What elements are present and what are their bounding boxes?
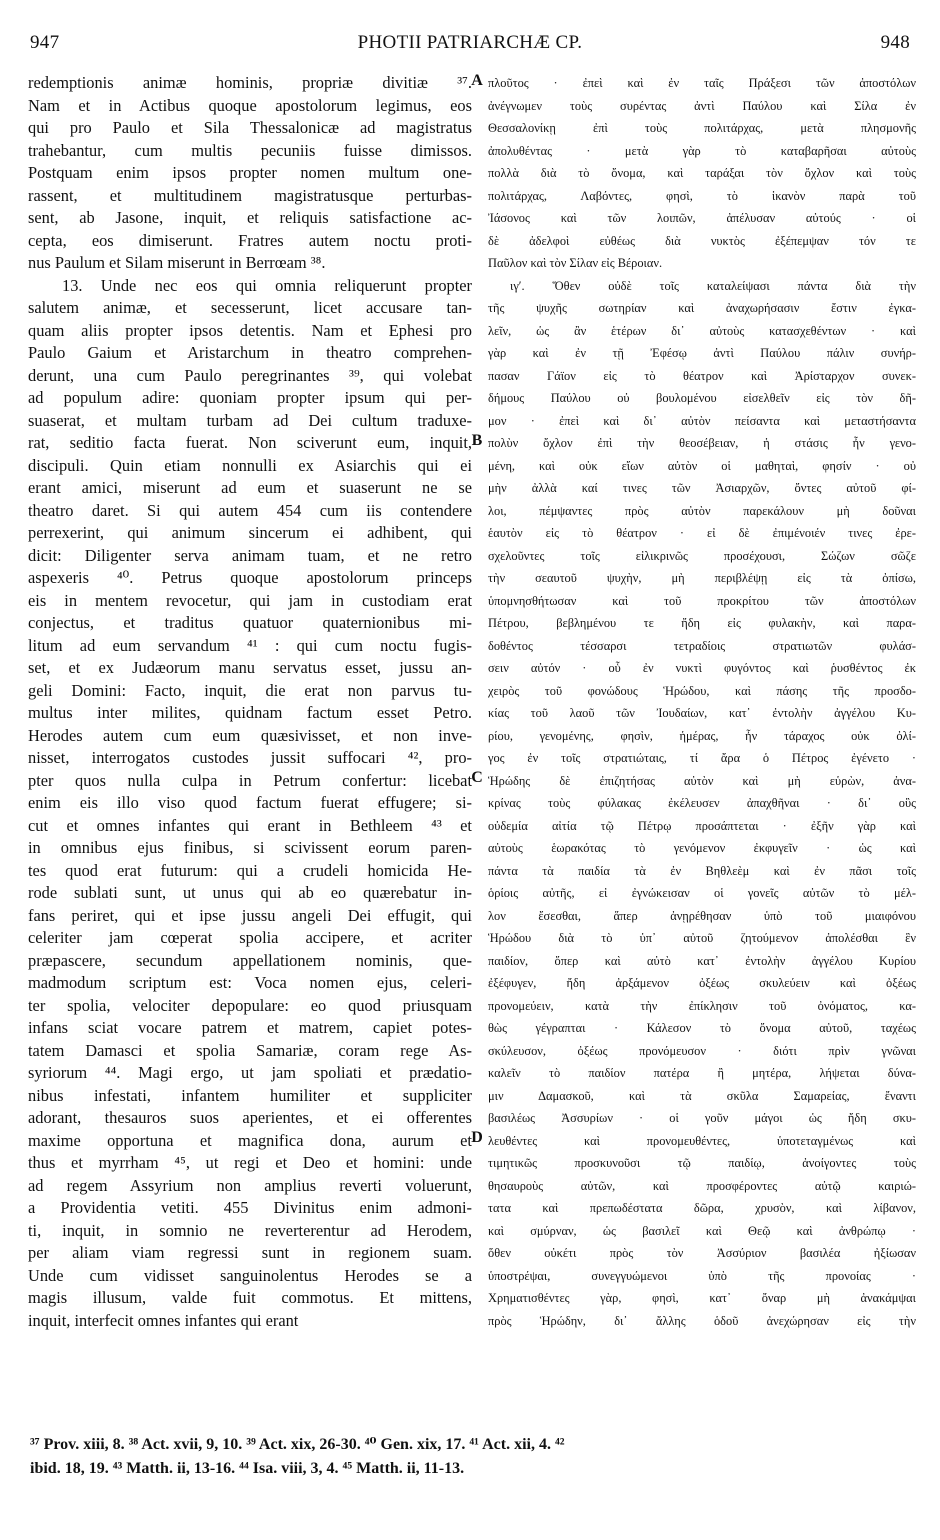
text-line: Χρηματισθέντες γὰρ, φησὶ, κατ᾽ ὄναρ μὴ ἀνακάμψαι [488,1291,916,1305]
text-line: πασαν Γάϊον εἰς τὸ θέατρον καὶ Ἀρίσταρχον συνεκ- [488,368,916,383]
text-line: Ἰάσονος καὶ τῶν λοιπῶν, ἀπέλυσαν αὐτούς · οἱ [488,211,916,225]
text-line: adorant, thesauros suos aperientes, et ei offerentes [28,1108,472,1127]
text-line: erant amici, miserunt ad eum et suaserunt ne se [28,478,472,497]
text-line: προνομεύειν, κατὰ τὴν ἐπίκλησιν τοῦ ὀνόματος, κα- [488,998,916,1013]
text-line: rat, seditio facta fuerat. Non sciverunt eum, inquit, [28,433,472,452]
text-line: magis illusum, valde fuit commotus. Et mittens, [28,1288,472,1307]
text-line: πολλὰ διὰ τὸ ὄνομα, καὶ ταράξαι τὸν ὄχλον καὶ τοὺς [488,166,916,180]
text-line: σχελοῦντες τοῖς εἰλικρινῶς προσέχουσι, Σώζων σῶζε [488,548,916,563]
text-line: dicit: Diligenter serva animam tuam, et ne retro [28,545,472,565]
text-line: maxime opportuna et magnifica dona, aurum et [28,1130,472,1150]
text-line: qui pro Paulo et Sila Thessalonicæ ad magistratus [28,118,472,137]
text-line: ti, inquit, in somnio ne reverterentur ad Herodem, [28,1220,472,1240]
text-line: ὑποστρέψαι, συνεγγυώμενοι ὑπὸ τῆς προνοίας · [488,1268,916,1283]
text-line: madmodum scriptum est: Voca nomen ejus, celeri- [28,973,472,992]
text-line: pter quos nulla culpa in Petrum confertur: licebat [28,770,472,790]
text-line: discipuli. Quin etiam nonnulli ex Asiarchis qui ei [28,455,472,475]
text-line: βασιλέως Ἀσσυρίων · οἱ γοῦν μάγοι ὡς ἤδη σκυ- [488,1111,916,1125]
text-line: μένη, καὶ οὐκ εἴων αὐτὸν οἱ μαθηταὶ, φησίν · οὐ [488,458,916,473]
page-number-left: 947 [30,32,60,53]
text-line: rode sublati sunt, ut unus qui ab eo quærebatur in- [28,883,472,902]
text-line: derunt, una cum Paulo peregrinantes ³⁹, qui volebat [28,365,472,385]
text-line: cut et omnes infantes qui erant in Bethleem ⁴³ et [28,815,472,835]
running-title: PHOTII PATRIARCHÆ CP. [357,32,583,53]
text-line: πρὸς Ἡρώδην, δι᾽ ἄλλης ὁδοῦ ἀνεχώρησαν εἰς τὴν [488,1313,916,1328]
text-line: fans periret, qui et ipse jussu angeli Dei effugit, qui [28,905,472,925]
text-line: perrexerint, qui animum sincerum ei adhibent, qui [28,523,472,542]
text-line: infans sciat vocare patrem et matrem, capiet potes- [28,1018,472,1037]
text-line: ὁρίοις αὐτῆς, εἰ ἐγνώκεισαν οἱ γονεῖς αὐτῶν τὸ μέλ- [488,886,916,900]
text-line: δὲ ἀδελφοὶ εὐθέως διὰ νυκτὸς ἐξέπεμψαν τόν τε [488,233,916,248]
text-line: theatro daret. Si qui autem 454 cum iis contendere [28,500,472,520]
text-line: Postquam enim ipsos propter nomen multum one- [28,163,472,182]
text-line: δήμους Παύλου οὐ βουλομένου εἰσελθεῖν εἰς τὸν δῆ- [488,391,916,405]
footnote-line: ibid. 18, 19. ⁴³ Matth. ii, 13-16. ⁴⁴ Isa. viii, 3, 4. ⁴⁵ Matth. ii, 11-13. [30,1460,465,1477]
text-line: ad populum adire: quoniam propter ipsum qui per- [28,388,472,407]
text-line: πολιτάρχας, Λαβόντες, φησὶ, τὸ ἱκανὸν παρὰ τοῦ [488,188,916,203]
text-line: Paulo Gaium et Aristarchum in theatro comprehen- [28,343,472,362]
text-line: 13. Unde nec eos qui omnia reliquerunt propter [62,275,472,295]
text-line: celeriter jam cœperat spolia accipere, et acriter [28,928,472,947]
text-line: τατα καὶ πρεπωδέστατα δῶρα, χρυσὸν, καὶ λίβανον, [488,1201,916,1215]
text-line: λον ἔσεσθαι, ἅπερ ἀνῃρέθησαν ὑπὸ τοῦ μιαιφόνου [488,908,916,923]
text-line: trahebantur, cum multis pecuniis fuisse dimissos. [28,140,472,160]
text-line: aspexeris ⁴⁰. Petrus quoque apostolorum princeps [28,568,472,587]
text-line: Unde cum vidisset sanguinolentus Herodes se a [28,1265,472,1285]
text-line: αὐτοὺς ἑωρακότας τὸ γενόμενον ἐκφυγεῖν · ὡς καὶ [488,841,916,855]
latin-column [28,72,472,1332]
text-line: μον · ἐπεὶ καὶ δι᾽ αὐτὸν πείσαντα καὶ μεταστήσαντα [488,413,916,428]
text-line: nibus infestati, infantem humiliter et suppliciter [28,1085,472,1105]
text-line: Nam et in Actibus quoque apostolorum legimus, eos [28,95,472,115]
text-line: tatem Damasci et spolia Samariæ, coram rege As- [28,1040,472,1060]
text-line: ad regem Assyrium non amplius reverti voluerunt, [28,1175,472,1195]
text-line: δοθέντος τέσσαρσι τετραδίοις στρατιωτῶν φυλάσ- [488,638,916,653]
text-line: καλεῖν τὸ παιδίον πατέρα ἢ μητέρα, λήψεται δύνα- [488,1066,916,1080]
text-line: λευθέντες καὶ προνομευθέντες, ὑποτεταγμένως καὶ [488,1133,916,1148]
text-line: καὶ σμύρναν, ὡς βασιλεῖ καὶ Θεῷ καὶ ἀνθρώπῳ · [488,1223,916,1238]
text-line: syriorum ⁴⁴. Magi ergo, ut jam spoliati et prædatio- [28,1063,472,1082]
footnotes [30,1433,920,1481]
text-line: nisset, interrogatos custodes jussit suffocari ⁴², pro- [28,748,472,767]
text-line: enim eis illo viso quod factum fuerat effugere; si- [28,793,472,812]
text-line: litum ad eum servandum ⁴¹ : qui cum noctu fugis- [28,635,472,655]
text-line: Ἡρώδης δὲ ἐπιζητήσας αὐτὸν καὶ μὴ εὑρὼν, ἀνα- [488,773,916,788]
running-header [30,32,910,62]
text-line: τὴν σεαυτοῦ ψυχὴν, μὴ περιβλέψῃ εἰς τὰ ὀπίσω, [488,571,916,585]
text-line: Παῦλον καὶ τὸν Σίλαν εἰς Βέροιαν. [488,256,663,270]
text-line: λοι, πέμψαντες πρὸς αὐτὸν παρεκάλουν μὴ δοῦναι [488,503,916,518]
text-line: ἑαυτὸν εἰς τὸ θέατρον · εἰ δὲ ἐπιμένοιέν τινες ἐρε- [488,526,916,540]
text-line: sent, ab Jasone, inquit, et reliquis satisfactione ac- [28,208,472,227]
text-line: redemptionis animæ hominis, propriæ divitiæ ³⁷. [28,73,472,92]
text-line: σκύλευσον, ὀξέως προνόμευσον · διότι πρὶν γνῶναι [488,1043,916,1058]
text-line: ιγʹ. Ὅθεν οὐδὲ τοῖς καταλείψασι πάντα διὰ τὴν [510,278,916,293]
text-line: multus inter milites, quidnam factum esset Petro. [28,703,472,722]
text-line: Θεσσαλονίκῃ ἐπὶ τοὺς πολιτάρχας, μετὰ πλησμονῆς [488,121,916,135]
text-line: πλοῦτος · ἐπεὶ καὶ ἐν ταῖς Πράξεσι τῶν ἀποστόλων [488,76,916,90]
text-line: σειν αὐτόν · οὗ ἐν νυκτὶ φυγόντος καὶ ῥυσθέντος ἐκ [488,661,916,675]
text-line: πολὺν ὄχλον ἐπὶ τὴν θεοσέβειαν, ἡ στάσις ἦν γενο- [488,436,916,450]
text-line: nus Paulum et Silam miserunt in Berrœam ³⁸. [28,253,326,272]
text-line: ἀπολυθέντας · μετὰ γὰρ τὸ καταβαρῆσαι αὐτοὺς [488,143,916,158]
text-line: salutem animæ, et secesserunt, licet accusare tan- [28,298,472,317]
text-line: præpascere, secundum appellationem nominis, que- [28,950,472,970]
text-line: μιν Δαμασκοῦ, καὶ τὰ σκῦλα Σαμαρείας, ἔναντι [488,1088,916,1103]
text-line: μὴν ἀλλὰ καί τινες τῶν Ἀσιαρχῶν, ὄντες αὐτοῦ φί- [488,481,916,495]
text-line: inquit, interfecit omnes infantes qui erant [28,1310,299,1330]
text-line: Herodes autem cum eum quæsivisset, et non inve- [28,725,472,745]
text-line: θησαυροὺς αὐτῶν, καὶ προσφέροντες αὐτῷ καιριώ- [488,1178,916,1193]
text-line: Πέτρου, βεβλημένου τε ἤδη εἰς φυλακὴν, καὶ παρα- [488,616,916,630]
text-line: suaserat, et multam turbam ad Dei cultum traduxe- [28,410,472,430]
text-line: Ἡρώδου διὰ τὸ ὑπ᾽ αὐτοῦ ζητούμενον ἀπολέσθαι ἓν [488,931,916,945]
text-line: eis in mentem revocetur, qui jam in custodiam erat [28,590,472,610]
text-line: οὐδεμία αἰτία τῷ Πέτρῳ προσάπτεται · ἐξῆν γὰρ καὶ [488,818,916,833]
text-line: ρίου, γενομένης, φησὶν, ἡμέρας, ἦν τάραχος οὐκ ὀλί- [488,728,916,743]
text-line: conjectus, et traditus quatuor quaternionibus mi- [28,613,472,632]
margin-marker-d: D [471,1129,483,1146]
footnote-line: ³⁷ Prov. xiii, 8. ³⁸ Act. xvii, 9, 10. ³⁹ Act. xix, 26-30. ⁴⁰ Gen. xix, 17. ⁴¹ Act. xii, 4. ⁴² [30,1436,565,1453]
greek-column [488,72,916,1332]
text-line: ter spolia, velociter depopulare: eo quod priusquam [28,995,472,1015]
text-line: τιμητικῶς προσκυνοῦσι τῷ παιδίῳ, ἀνοίγοντες τοὺς [488,1156,916,1170]
text-line: ὅθεν οὐκέτι πρὸς τὸν Ἀσσύριον βασιλέα ἠξίωσαν [488,1246,916,1260]
text-line: ὑπομνησθήτωσαν καὶ τοῦ προκρίτου τῶν ἀποστόλων [488,593,916,608]
text-line: τῆς ψυχῆς σωτηρίαν καὶ ἀναχωρήσασιν ἔστιν ἐγκα- [488,301,916,315]
text-line: ἐξέφυγεν, ἤδη ἀρξάμενον ὀξέως σκυλεύειν καὶ ὀξέως [488,976,916,990]
margin-marker-c: C [471,769,483,786]
text-line: παιδίον, ὅπερ καὶ αὐτὸ κατ᾽ ἐντολὴν ἀγγέλου Κυρίου [488,953,916,968]
text-line: λεῖν, ὡς ἂν ἑτέρων δι᾽ αὐτοὺς κατασχεθέντων · καὶ [488,323,916,338]
text-line: thus et myrrham ⁴⁵, ut regi et Deo et homini: unde [28,1153,472,1172]
text-line: ἀνέγνωμεν τοὺς συρέντας ἀντὶ Παύλου καὶ Σίλα ἐν [488,98,916,113]
text-line: cepta, eos dimiserunt. Fratres autem noctu proti- [28,230,472,250]
margin-marker-b: B [471,432,483,449]
text-line: per aliam viam regressi sunt in regionem suam. [28,1243,472,1262]
text-line: set, et ex Judæorum manu servatus esset, jussu an- [28,658,472,677]
text-line: γος ἐν τοῖς στρατιώταις, τί ἄρα ὁ Πέτρος ἐγένετο · [488,751,916,765]
text-line: in omnibus ejus finibus, si scivissent eorum paren- [28,838,472,857]
text-line: rassent, et multitudinem magistratusque perturbas- [28,185,472,205]
text-line: quam aliis propter ipsos detentis. Nam et Ephesi pro [28,320,472,340]
text-line: tes quod erat futurum: qui a crudeli homicida He- [28,860,472,880]
page-number-right: 948 [880,32,910,53]
text-line: θὼς γέγραπται · Κάλεσον τὸ ὄνομα αὐτοῦ, ταχέως [488,1021,916,1035]
text-line: geli Domini: Facto, inquit, die erat non parvus tu- [28,680,472,700]
text-line: κίας τοῦ λαοῦ τῶν Ἰουδαίων, κατ᾽ ἐντολὴν ἀγγέλου Κυ- [488,706,916,720]
margin-marker-a: A [471,72,483,89]
text-line: γὰρ καὶ ἐν τῇ Ἐφέσῳ ἀντὶ Παύλου πάλιν συνήρ- [488,346,916,360]
text-line: χειρὸς τοῦ φονώδους Ἡρώδου, καὶ πάσης τῆς προσδο- [488,683,916,698]
text-line: πάντα τὰ παιδία τὰ ἐν Βηθλεὲμ καὶ ἐν πᾶσι τοῖς [488,863,916,878]
text-line: κρίνας τοὺς φύλακας ἐκέλευσεν ἀπαχθῆναι · δι᾽ οὓς [488,796,916,810]
text-line: a Providentia vetiti. 455 Divinitus enim admoni- [28,1198,472,1217]
